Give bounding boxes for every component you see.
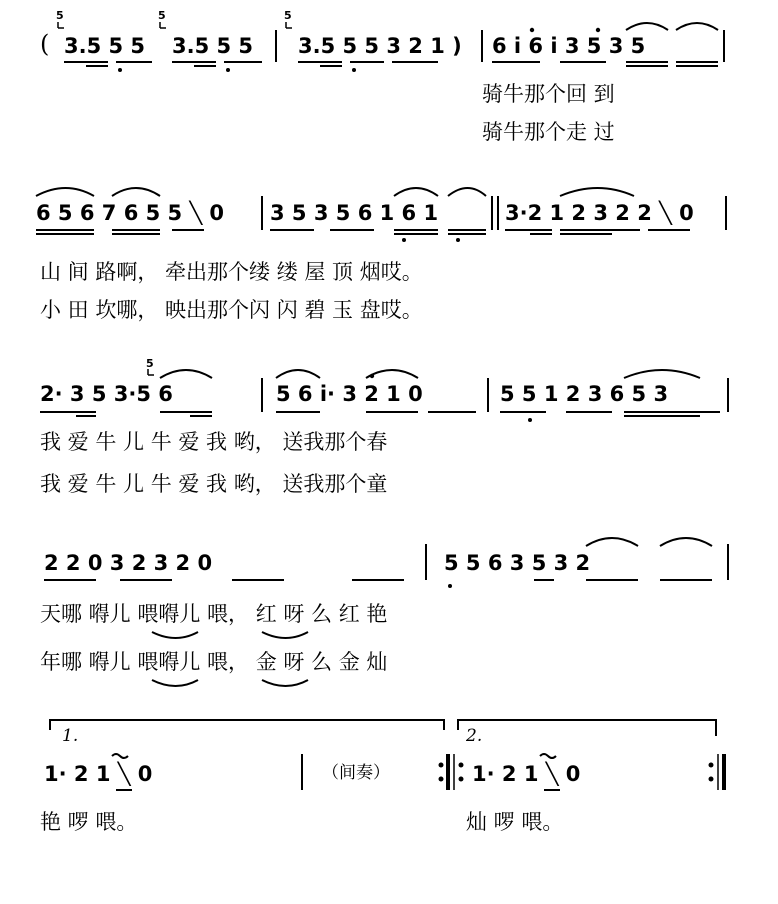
grace-note-2: 5 (158, 9, 166, 22)
lyric-line-2-verse-2: 小 田 坎哪， 映出那个闪 闪 碧 玉 盘哎。 (40, 298, 423, 322)
lyric-line-1-verse-2: 骑牛那个走 过 (482, 120, 615, 144)
notes-group-2: 3.5 5 5 (172, 34, 254, 58)
lyric-line-5-ending-1: 艳 啰 喂。 (40, 810, 138, 834)
lyric-line-4-verse-1: 天哪 嘚儿 喂嘚儿 喂， 红 呀 么 红 艳 (40, 602, 388, 626)
notes-group-1: 3.5 5 5 (64, 34, 146, 58)
melody-bar-2: 6 i 6 i 3 5 3 5 (492, 34, 646, 58)
melody-line-4-bar-1: 2 2 0 3 2 3 2 0 (44, 551, 213, 575)
grace-note-1: 5 (56, 9, 64, 22)
melody-line-2-bar-3: 3·2 1 2 3 2 2 ╲ 0 (505, 201, 694, 225)
melody-line-5-ending-2: 1· 2 1 ╲ 0 (472, 762, 581, 786)
notes-group-3: 3.5 5 5 3 2 1 ) (298, 34, 462, 58)
melody-line-2-bar-2: 3 5 3 5 6 1 6 1 (270, 201, 439, 225)
lyric-line-3-verse-2: 我 爱 牛 儿 牛 爱 我 哟， 送我那个童 (40, 472, 388, 496)
melody-line-3-bar-3: 5 5 1 2 3 6 5 3 (500, 382, 669, 406)
melody-line-4-bar-2: 5 5 6 3 5 3 2 (444, 551, 591, 575)
lyric-line-5-ending-2: 灿 啰 喂。 (466, 810, 564, 834)
grace-note-4: 5 (146, 357, 154, 370)
volta-1-label: 1. (62, 726, 79, 746)
melody-line-3-bar-1: 2· 3 5 3·5 6 (40, 382, 173, 406)
melody-line-3-bar-2: 5 6 i· 3 2 1 0 (276, 382, 423, 406)
lyric-line-3-verse-1: 我 爱 牛 儿 牛 爱 我 哟， 送我那个春 (40, 430, 388, 454)
lyric-line-1-verse-1: 骑牛那个回 到 (482, 82, 615, 106)
volta-2-label: 2. (466, 726, 483, 746)
grace-note-3: 5 (284, 9, 292, 22)
lyric-line-2-verse-1: 山 间 路啊， 牵出那个缕 缕 屋 顶 烟哎。 (40, 260, 423, 284)
interlude-label: （间奏） (322, 763, 390, 783)
melody-line-2-bar-1: 6 5 6 7 6 5 5 ╲ 0 (36, 201, 225, 225)
melody-line-5-ending-1: 1· 2 1 ╲ 0 (44, 762, 153, 786)
lyric-line-4-verse-2: 年哪 嘚儿 喂嘚儿 喂， 金 呀 么 金 灿 (40, 650, 388, 674)
open-paren: ( (40, 30, 50, 58)
